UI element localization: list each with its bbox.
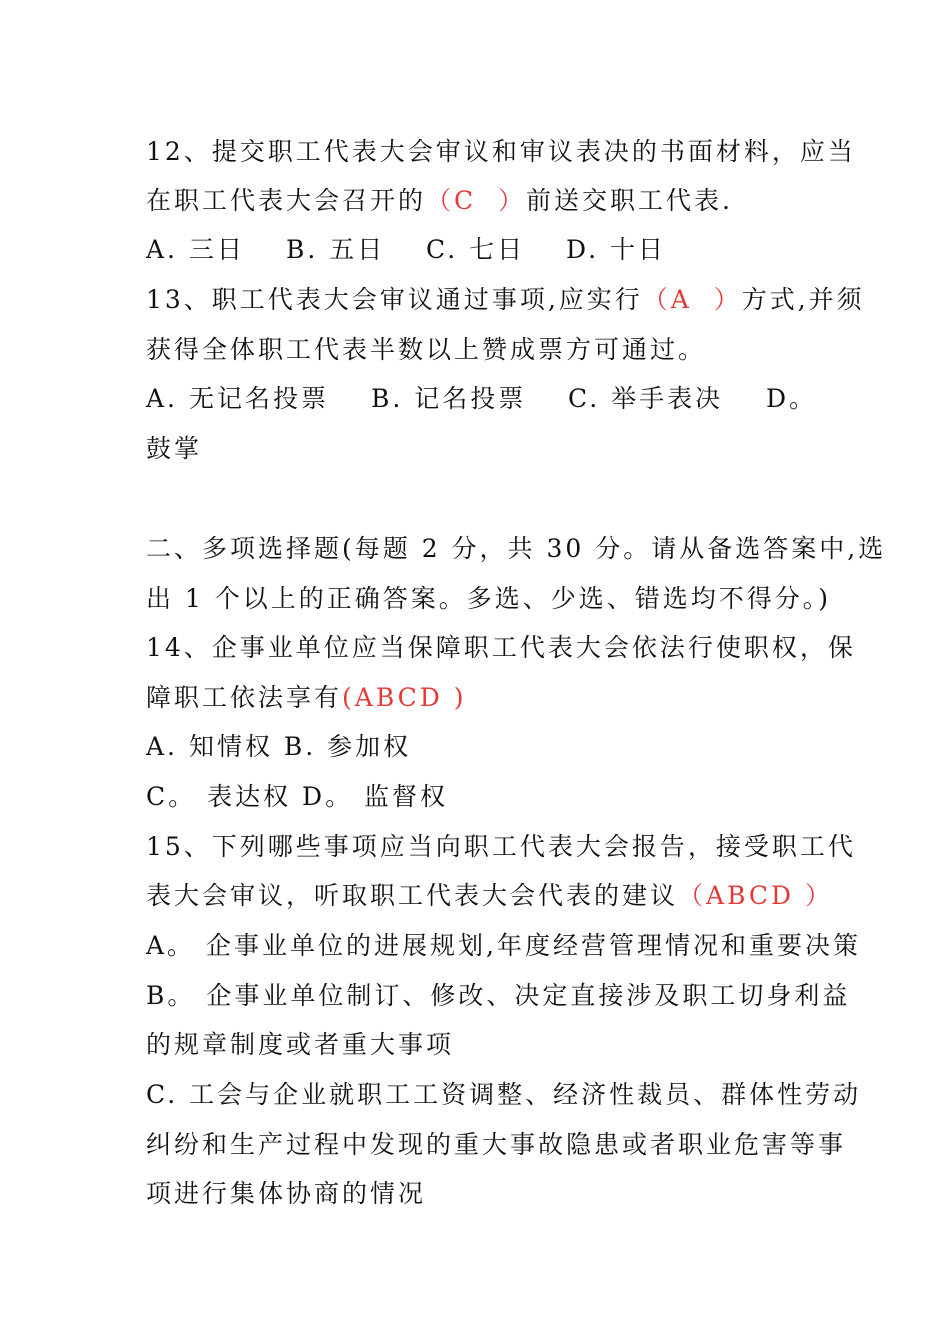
q15-option-b-line2: 的规章制度或者重大事项 xyxy=(146,1030,455,1059)
q12-option-c: C. 七日 xyxy=(426,235,526,264)
q13-stem-tail: 方式,并须 xyxy=(741,285,865,314)
q14-stem-line2 xyxy=(146,683,467,713)
q15-option-b-line1: B。 企事业单位制订、修改、决定直接涉及职工切身利益 xyxy=(146,981,851,1010)
section2-heading-line2: 出 1 个以上的正确答案。多选、少选、错选均不得分。) xyxy=(146,584,832,613)
q15-option-c-line3: 项进行集体协商的情况 xyxy=(146,1179,427,1208)
q13-answer: （A ） xyxy=(642,285,742,314)
q12-answer: （C ） xyxy=(426,186,527,215)
q15-stem-line1: 15、下列哪些事项应当向职工代表大会报告，接受职工代 xyxy=(146,832,856,861)
q13-options xyxy=(146,384,817,414)
q15-option-a: A。 企事业单位的进展规划,年度经营管理情况和重要决策 xyxy=(146,931,861,960)
q13-option-d-wrap: 鼓掌 xyxy=(146,434,203,463)
q14-stem-line1: 14、企事业单位应当保障职工代表大会依法行使职权，保 xyxy=(146,633,856,662)
q15-option-c-line2: 纠纷和生产过程中发现的重大事故隐患或者职业危害等事 xyxy=(146,1130,847,1159)
q12-option-b: B. 五日 xyxy=(286,235,386,264)
q12-options xyxy=(146,235,666,265)
q14-answer: (ABCD ) xyxy=(342,683,467,712)
q13-stem-line1 xyxy=(146,285,865,315)
q12-stem-line1: 12、提交职工代表大会审议和审议表决的书面材料，应当 xyxy=(146,137,856,166)
q15-option-c-line1: C. 工会与企业就职工工资调整、经济性裁员、群体性劳动 xyxy=(146,1080,862,1109)
q12-stem-text: 在职工代表大会召开的 xyxy=(146,186,427,215)
q15-stem-line2 xyxy=(146,881,833,911)
q13-stem-text: 13、职工代表大会审议通过事项,应实行 xyxy=(146,285,643,314)
q12-option-a: A. 三日 xyxy=(146,235,245,264)
q14-options-line2: C。 表达权 D。 监督权 xyxy=(146,782,449,811)
q15-answer: （ABCD ） xyxy=(678,881,834,910)
q13-stem-line2: 获得全体职工代表半数以上赞成票方可通过。 xyxy=(146,335,707,364)
q15-stem-text: 表大会审议，听取职工代表大会代表的建议 xyxy=(146,881,679,910)
q12-stem-line2 xyxy=(146,186,733,216)
q14-options-line1: A. 知情权 B. 参加权 xyxy=(146,732,412,761)
q13-option-a: A. 无记名投票 xyxy=(146,384,329,413)
q12-stem-tail: 前送交职工代表. xyxy=(526,186,733,215)
section2-heading-line1: 二、多项选择题(每题 2 分，共 30 分。请从备选答案中,选 xyxy=(146,534,887,563)
q13-option-d: D。 xyxy=(766,384,818,413)
q14-stem-text: 障职工依法享有 xyxy=(146,683,343,712)
q13-option-b: B. 记名投票 xyxy=(371,384,527,413)
q12-option-d: D. 十日 xyxy=(566,235,667,264)
q13-option-c: C. 举手表决 xyxy=(568,384,724,413)
